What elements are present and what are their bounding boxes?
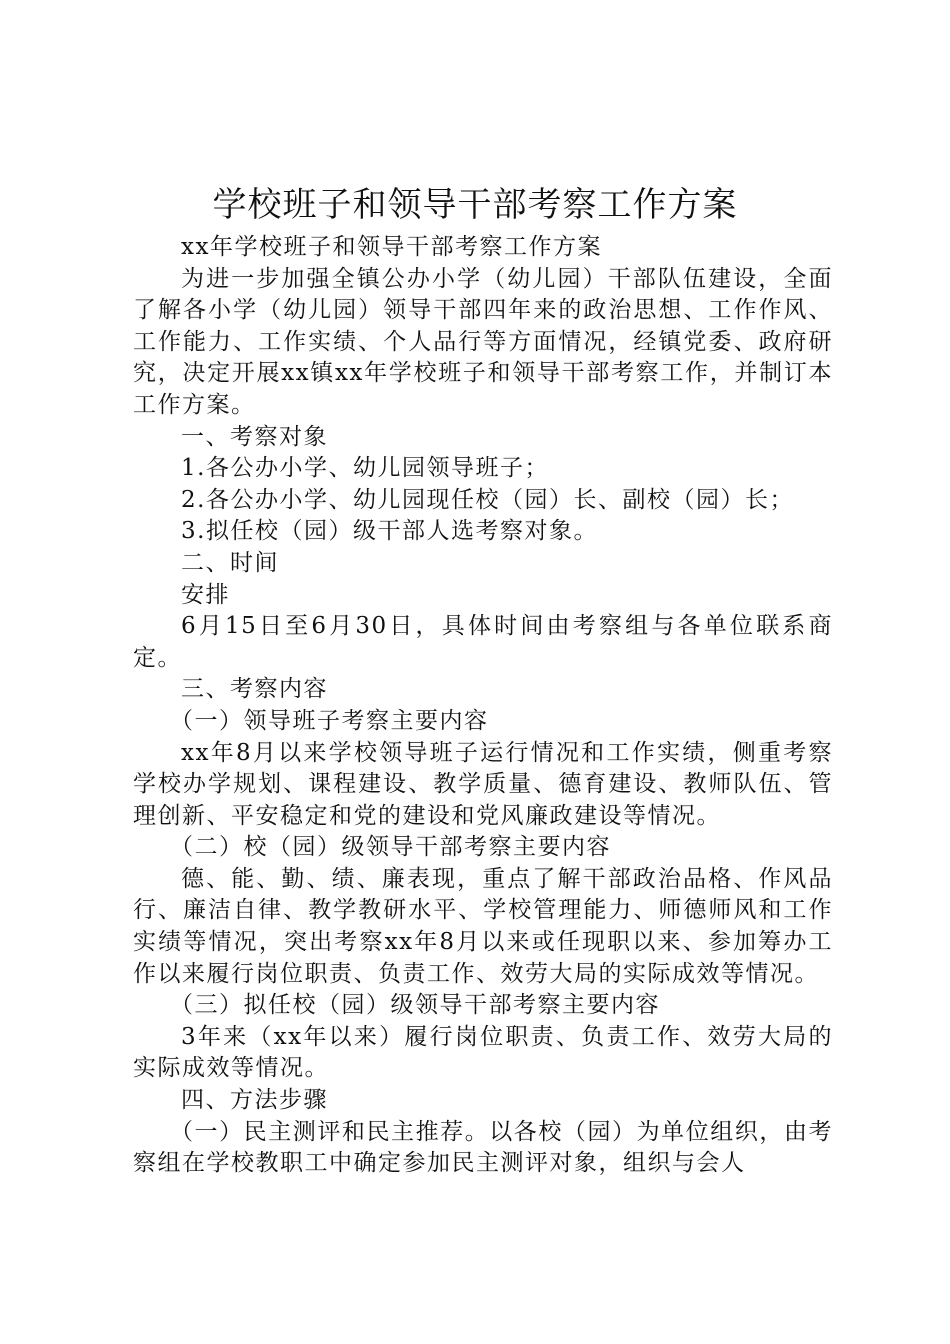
- section-heading-content: 三、考察内容: [181, 676, 328, 703]
- paragraph: （一）民主测评和民主推荐。以各校（园）为单位组织，由考察组在学校教职工中确定参加民主测评对象，组织与会人: [133, 1118, 833, 1177]
- list-item: 2.各公办小学、幼儿园现任校（园）长、副校（园）长；: [181, 486, 794, 513]
- section-heading-methods: 四、方法步骤: [181, 1087, 328, 1114]
- section-heading-targets: 一、考察对象: [181, 423, 328, 450]
- paragraph: 3年来（xx年以来）履行岗位职责、负责工作、效劳大局的实际成效等情况。: [133, 1023, 833, 1082]
- subsection-heading: （三）拟任校（园）级领导干部考察主要内容: [170, 992, 660, 1019]
- paragraph-schedule: 6月15日至6月30日，具体时间由考察组与各单位联系商定。: [133, 613, 833, 671]
- list-item: 1.各公办小学、幼儿园领导班子；: [181, 455, 549, 482]
- list-item: 3.拟任校（园）级干部人选考察对象。: [181, 518, 598, 545]
- document-body: [133, 232, 833, 1180]
- paragraph: xx年8月以来学校领导班子运行情况和工作实绩，侧重考察学校办学规划、课程建设、教学质量、德育建设、教师队伍、管理创新、平安稳定和党的建设和党风廉政建设等情况。: [133, 739, 833, 829]
- paragraph-arrangement: 安排: [181, 581, 230, 608]
- paragraph-subtitle: xx年学校班子和领导干部考察工作方案: [181, 234, 602, 260]
- paragraph: 德、能、勤、绩、廉表现，重点了解干部政治品格、作风品行、廉洁自律、教学教研水平、学校管理能力、师德师风和工作实绩等情况，突出考察xx年8月以来或任现职以来、参加筹办工作以来履行岗位职责、负责工作、效劳大局的实际成效等情况。: [133, 865, 833, 987]
- section-heading-time: 二、时间: [181, 549, 279, 576]
- subsection-heading: （二）校（园）级领导干部考察主要内容: [170, 834, 611, 861]
- subsection-heading: （一）领导班子考察主要内容: [170, 707, 489, 734]
- document-title: 学校班子和领导干部考察工作方案: [212, 185, 738, 225]
- paragraph-intro: 为进一步加强全镇公办小学（幼儿园）干部队伍建设，全面了解各小学（幼儿园）领导干部四年来的政治思想、工作作风、工作能力、工作实绩、个人品行等方面情况，经镇党委、政府研究，决定开展xx镇xx年学校班子和领导干部考察工作，并制订本工作方案。: [133, 265, 833, 418]
